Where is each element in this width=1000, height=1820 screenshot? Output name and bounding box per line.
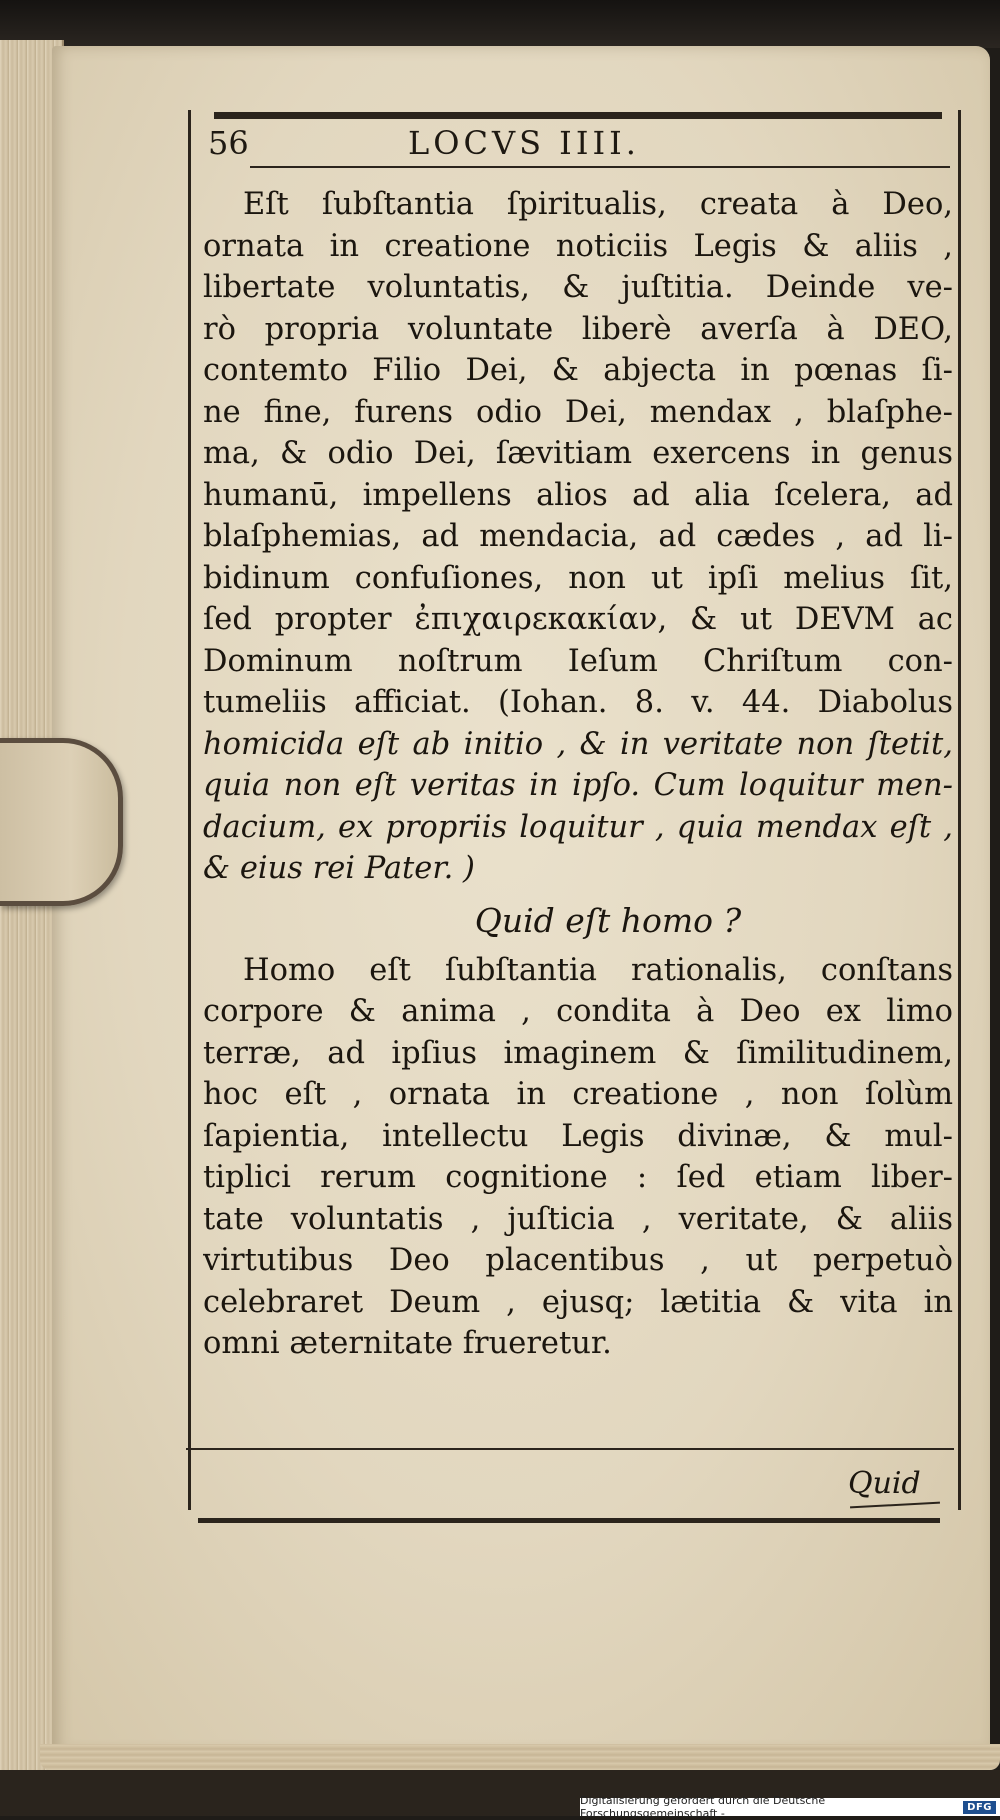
text-line: tumeliis afficiat. (Iohan. 8. v. 44. Diabolus bbox=[203, 685, 953, 720]
running-head: LOCVS IIII. bbox=[408, 124, 640, 162]
bottom-rule bbox=[198, 1518, 940, 1523]
scan-top-background bbox=[0, 0, 1000, 48]
text-line: bidinum confuſiones, non ut ipſi melius ſit, bbox=[203, 560, 953, 596]
text-line: ma, & odio Dei, ſævitiam exercens in genus bbox=[203, 436, 953, 471]
text-line: rò propria voluntate liberè averſa à DEO, bbox=[203, 311, 953, 347]
text-line: celebraret Deum , ejusq; lætitia & vita in bbox=[203, 1284, 953, 1320]
text-line: Eſt ſubſtantia ſpiritualis, creata à Deo, bbox=[243, 187, 953, 222]
text-line: contemto Filio Dei, & abjecta in pœnas ſi- bbox=[203, 353, 953, 388]
text-line: Homo eſt ſubſtantia rationalis, conſtans bbox=[243, 952, 953, 988]
text-line: ornata in creatione noticiis Legis & aliis , bbox=[203, 228, 953, 264]
text-line: libertate voluntatis, & juſtitia. Deinde ve- bbox=[203, 270, 953, 305]
page-header bbox=[208, 118, 948, 164]
main-text bbox=[203, 184, 953, 1365]
header-rule bbox=[250, 166, 950, 168]
text-line: Dominum noſtrum Ieſum Chriſtum con- bbox=[203, 643, 953, 679]
scripture-quote-line: homicida eſt ab initio , & in veritate non ſtetit, bbox=[203, 726, 953, 762]
text-line: ſed propter ἐπιχαιρεκακίαν, & ut DEVM ac bbox=[203, 602, 953, 637]
text-line: humanū, impellens alios ad alia ſcelera, ad bbox=[203, 477, 953, 513]
catchword: Quid bbox=[848, 1466, 921, 1501]
scripture-quote-line: & eius rei Pater. ) bbox=[203, 851, 475, 886]
text-line: virtutibus Deo placentibus , ut perpetuò bbox=[203, 1243, 953, 1278]
text-end-rule bbox=[186, 1448, 954, 1450]
text-line: tiplici rerum cognitione : ſed etiam liber- bbox=[203, 1160, 953, 1195]
book-clasp bbox=[0, 738, 123, 906]
frame-right-rule bbox=[958, 110, 961, 1510]
credit-text: Digitalisierung gefördert durch die Deutsche Forschungsgemeinschaft - bbox=[580, 1794, 826, 1820]
page-number: 56 bbox=[208, 124, 249, 162]
scripture-quote-line: dacium, ex propriis loquitur , quia mendax eſt , bbox=[203, 809, 953, 845]
text-line: blaſphemias, ad mendacia, ad cædes , ad li- bbox=[203, 519, 953, 554]
text-line: tate voluntatis , juſticia , veritate, & aliis bbox=[203, 1201, 953, 1237]
frame-left-rule bbox=[188, 110, 191, 1510]
section-question: Quid eſt homo ? bbox=[474, 900, 742, 940]
text-line: corpore & anima , condita à Deo ex limo bbox=[203, 994, 953, 1029]
text-line: hoc eſt , ornata in creatione , non ſolùm bbox=[203, 1077, 953, 1112]
text-line: ſapientia, intellectu Legis divinæ, & mul- bbox=[203, 1118, 953, 1154]
book-bottom-edges bbox=[40, 1744, 1000, 1770]
dfg-logo: DFG bbox=[963, 1801, 996, 1814]
digitization-credit bbox=[580, 1794, 1000, 1820]
scripture-quote-line: quia non eſt veritas in ipſo. Cum loquitur men- bbox=[203, 768, 953, 803]
text-line: terræ, ad ipſius imaginem & ſimilitudinem, bbox=[203, 1035, 953, 1071]
text-line: omni æternitate frueretur. bbox=[203, 1326, 612, 1361]
text-line: ne fine, furens odio Dei, mendax , blaſphe- bbox=[203, 394, 953, 430]
